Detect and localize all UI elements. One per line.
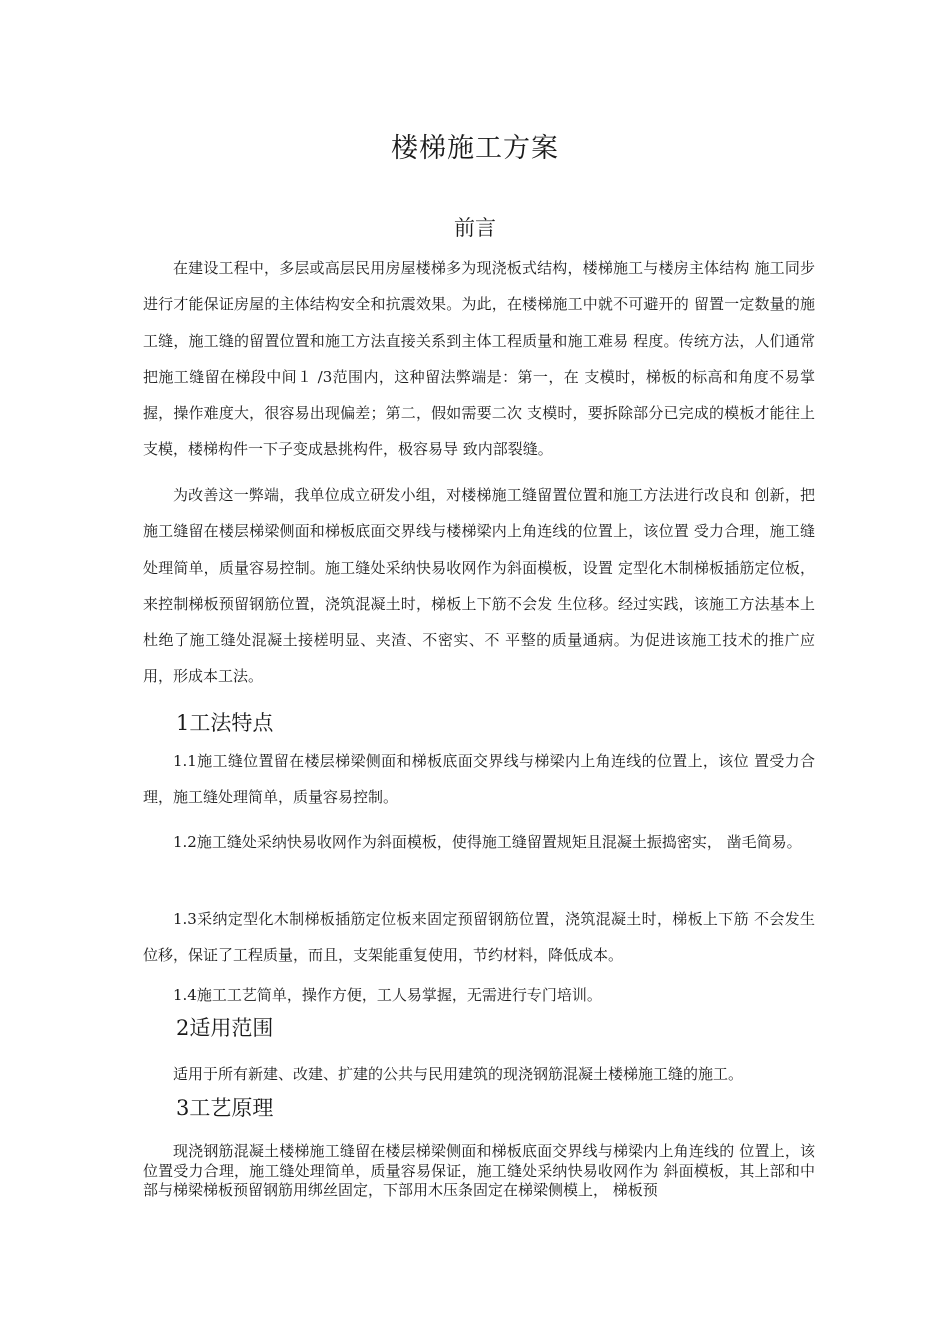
preface-heading: 前言 <box>454 216 496 240</box>
section-1-item-3: 1.3采纳定型化木制梯板插筋定位板来固定预留钢筋位置，浇筑混凝土时，梯板上下筋 不会发生位移，保证了工程质量，而且，支架能重复使用，节约材料，降低成本。 <box>143 910 815 965</box>
document-title: 楼梯施工方案 <box>391 133 559 164</box>
section-1-heading: 1工法特点 <box>176 711 274 735</box>
section-1-item-4: 1.4施工工艺简单，操作方便，工人易掌握，无需进行专门培训。 <box>173 986 602 1004</box>
preface-paragraph-2: 为改善这一弊端，我单位成立研发小组，对楼梯施工缝留置位置和施工方法进行改良和 创新，把施工缝留在楼层梯梁侧面和梯板底面交界线与楼梯梁内上角连线的位置上，该位置 受力合理，施工缝处理简单，质量容易控制。施工缝处采纳快易收网作为斜面模板，设置 定型化木制梯板插筋定位板，来控制梯板预留钢筋位置，浇筑混凝土时，梯板上下筋不会发 生位移。经过实践，该施工方法基本上杜绝了施工缝处混凝土接槎明显、夹渣、不密实、不 平整的质量通病。为促进该施工技术的推广应用，形成本工法。 <box>143 486 815 686</box>
section-2-heading: 2适用范围 <box>176 1016 274 1040</box>
section-1-item-1: 1.1施工缝位置留在楼层梯梁侧面和梯板底面交界线与梯梁内上角连线的位置上，该位 置受力合理，施工缝处理简单，质量容易控制。 <box>143 752 815 807</box>
preface-paragraph-1: 在建设工程中，多层或高层民用房屋楼梯多为现浇板式结构，楼梯施工与楼房主体结构 施工同步进行才能保证房屋的主体结构安全和抗震效果。为此，在楼梯施工中就不可避开的 留置一定数量的施工缝，施工缝的留置位置和施工方法直接关系到主体工程质量和施工难易 程度。传统方法，人们通常把施工缝留在梯段中间１ /3范围内，这种留法弊端是：第一，在 支模时，梯板的标高和角度不易掌握，操作难度大，很容易出现偏差；第二，假如需要二次 支模时，要拆除部分已完成的模板才能往上支模，楼梯构件一下子变成悬挑构件，极容易导 致内部裂缝。 <box>143 259 815 459</box>
section-2-text: 适用于所有新建、改建、扩建的公共与民用建筑的现浇钢筋混凝土楼梯施工缝的施工。 <box>173 1065 744 1083</box>
section-3-heading: 3工艺原理 <box>176 1096 274 1120</box>
section-1-item-2: 1.2施工缝处采纳快易收网作为斜面模板，使得施工缝留置规矩且混凝土振捣密实， 凿毛简易。 <box>173 833 802 851</box>
section-3-text: 现浇钢筋混凝土楼梯施工缝留在楼层梯梁侧面和梯板底面交界线与梯梁内上角连线的 位置上，该位置受力合理，施工缝处理简单，质量容易保证，施工缝处采纳快易收网作为 斜面模板，其上部和中部与梯梁梯板预留钢筋用绑丝固定，下部用木压条固定在梯梁侧模上， 梯板预 <box>143 1142 815 1199</box>
